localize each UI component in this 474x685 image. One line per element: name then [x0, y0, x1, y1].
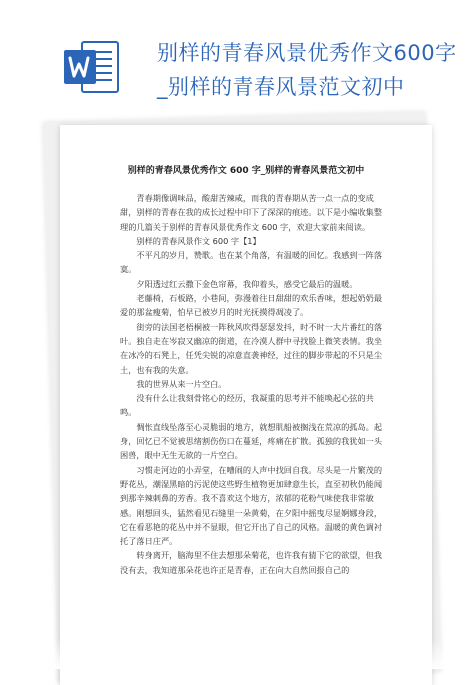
word-document-icon: [62, 38, 120, 96]
paragraph: 转身离开，脑海里不住去想那朵菊花，也许我有猜下它的欲望，但我没有去，我知道那朵花也许正是青春，正在向大自然回报自己的: [120, 550, 383, 575]
paragraph: 夕阳透过红云撒下金色帘幕，我仰着头，感受它最后的温暖。: [136, 278, 358, 289]
document-body: [120, 191, 388, 577]
paragraph: 街旁的法国老梧桐被一阵秋风吹得瑟瑟发抖，时不时一大片番红的落叶。独自走在岑寂又幽凉的街道，在冷漠人群中寻找脸上微笑表情。我坐在冰冷的石凳上，任凭尖锐的凉意直袭神经，过往的脚步带起的不只是尘土，也有我的失意。: [120, 321, 383, 375]
paragraph: 习惯走河边的小弄堂，在嘈闹的人声中找回自我。尽头是一片繁茂的野花丛，潮湿黑暗的污泥使这些野生植物更加肆意生长，直至初秋仍能闻到那辛辣刺鼻的芳香。我不喜欢这个地方，浓郁的花粉气味使我非常敏感。刚想回头，猛然看见石缝里一朵黄菊，在夕阳中摇曳尽显婀娜身段，它在看恶艳的花丛中并不显眼，但它开出了自己的风格。温暖的黄色调衬托了落日庄严。: [120, 464, 383, 547]
paragraph: 我的世界从来一片空白。: [136, 378, 227, 389]
page-title: 别样的青春风景优秀作文600字_别样的青春风景范文初中: [157, 41, 457, 99]
header: [0, 0, 474, 112]
paragraph: 不平凡的岁月，赞歌。也在某个角落，有温暖的回忆。我感到一阵落寞。: [120, 250, 383, 275]
document-page: [60, 125, 432, 685]
paragraph: 没有什么让我刻骨铭心的经历，我凝重的思考并不能唤起心弦的共鸣。: [120, 393, 374, 418]
bottom-fade: [0, 639, 474, 669]
paragraph: 老藤椅，石板路，小巷间，弥漫着往日甜甜的欢乐香味，想起奶奶最爱的那盆瘦菊，怕早已被岁月的时光抚摸得凋凌了。: [120, 293, 383, 318]
paragraph: 惆怅直线坠落至心灵脆弱的地方，就想肌船被搁浅在荒凉的孤岛。起身，回忆已不觉被思绪割伤伤口在蔓延，疼痛在扩散。孤独的我犹如一头困兽，眼中无生无欲的一片空白。: [120, 421, 383, 461]
document-title: 别样的青春风景优秀作文 600 字_别样的青春风景范文初中: [127, 166, 365, 176]
paragraph: 别样的青春风景作文 600 字【1】: [136, 235, 261, 246]
paragraph: 青春期像调味品，酸甜苦辣咸，而我的青春期从苦一点一点的变成甜，别样的青春在我的成长过程中印下了深深的痕迹。以下是小编收集整理的几篇关于别样的青春风景优秀作文 600 字，欢迎大家前来阅读。: [120, 193, 383, 232]
